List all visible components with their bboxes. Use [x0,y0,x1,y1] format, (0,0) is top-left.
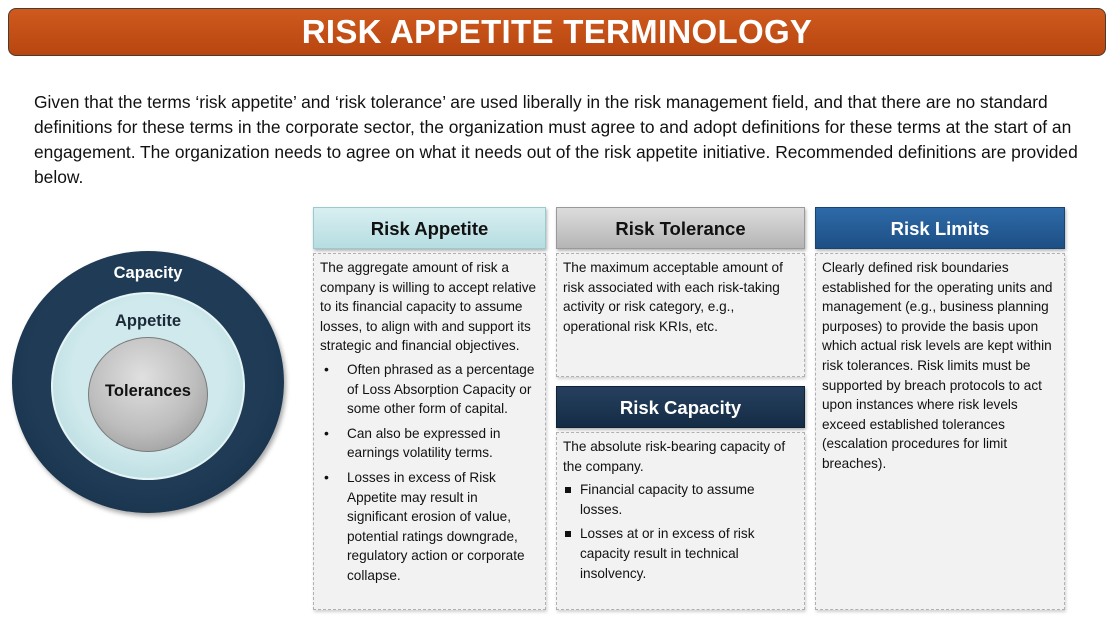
risk-capacity-card [556,432,805,610]
risk-limits-header: Risk Limits [815,207,1065,249]
risk-appetite-definition: The aggregate amount of risk a company is willing to accept relative to its financial capacity to assume losses, to align with and support its strategic and financial objectives. [320,260,537,354]
appetite-circle-label: Appetite [115,312,181,330]
risk-limits-card [815,253,1065,610]
list-item: Financial capacity to assume losses. [563,480,798,519]
risk-appetite-bullets [320,360,539,586]
risk-tolerance-header: Risk Tolerance [556,207,805,249]
risk-appetite-header: Risk Appetite [313,207,546,249]
risk-capacity-definition: The absolute risk-bearing capacity of the company. [563,439,786,474]
risk-tolerance-definition: The maximum acceptable amount of risk associated with each risk-taking activity or risk category, e.g., operational risk KRIs, etc. [563,260,783,334]
intro-paragraph: Given that the terms ‘risk appetite’ and ‘risk tolerance’ are used liberally in the risk management field, and that there are no standard definitions for these terms in the corporate sector, the organization must agree to and adopt definitions for these terms at the start of an engagement. The organization needs to agree on what it needs out of the risk appetite initiative. Recommended definitions are provided below. [34,92,1078,187]
list-item: • Losses in excess of Risk Appetite may result in significant erosion of value, potential ratings downgrade, regulatory action or corporate collapse. [320,468,539,586]
page-title: RISK APPETITE TERMINOLOGY [8,8,1106,56]
capacity-circle-label: Capacity [113,264,183,282]
list-item: • Can also be expressed in earnings volatility terms. [320,424,539,463]
list-item: Losses at or in excess of risk capacity result in technical insolvency. [563,524,798,583]
tolerances-circle-label: Tolerances [105,382,191,400]
risk-capacity-bullets [563,480,798,583]
risk-capacity-header: Risk Capacity [556,386,805,428]
risk-appetite-card [313,253,546,610]
risk-tolerance-card [556,253,805,377]
risk-limits-definition: Clearly defined risk boundaries established for the operating units and management (e.g., business planning purposes) to provide the basis upon which actual risk levels are kept within risk tolerances. Risk limits must be supported by breach protocols to act upon instances where risk levels exceed established tolerances (escalation procedures for limit breaches). [822,260,1053,471]
list-item: • Often phrased as a percentage of Loss Absorption Capacity or some other form of capital. [320,360,539,419]
